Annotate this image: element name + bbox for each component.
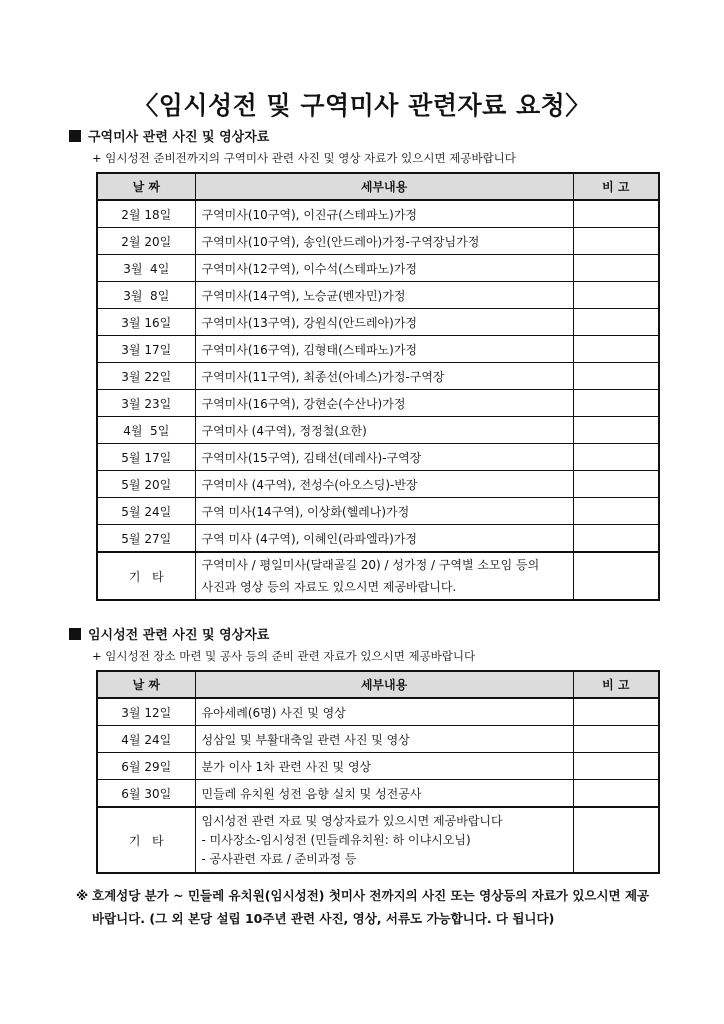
table-row <box>97 363 659 390</box>
detail-cell: 구역미사(13구역), 강원식(안드레아)가정 <box>195 309 573 336</box>
black-square-icon <box>69 130 81 142</box>
misc-line: 구역미사 / 평일미사(달래골길 20) / 성가정 / 구역별 소모임 등의 <box>201 558 540 572</box>
section2-table <box>96 670 660 874</box>
remark-cell <box>573 525 659 553</box>
column-header-date: 날 짜 <box>97 671 195 698</box>
section1-table <box>96 172 660 601</box>
date-cell: 3월 12일 <box>97 698 195 726</box>
date-cell: 2월 20일 <box>97 228 195 255</box>
misc-line: 임시성전 관련 자료 및 영상자료가 있으시면 제공바랍니다 <box>201 813 503 828</box>
date-cell: 5월 17일 <box>97 444 195 471</box>
date-cell: 3월 16일 <box>97 309 195 336</box>
remark-cell <box>573 255 659 282</box>
date-cell: 2월 18일 <box>97 200 195 228</box>
detail-cell: 구역미사(14구역), 노승균(벤자민)가정 <box>195 282 573 309</box>
date-cell: 5월 24일 <box>97 498 195 525</box>
page-title: 〈임시성전 및 구역미사 관련자료 요청〉 <box>133 91 591 120</box>
date-cell: 6월 29일 <box>97 753 195 780</box>
detail-cell: 유아세례(6명) 사진 및 영상 <box>195 698 573 726</box>
remark-cell <box>573 417 659 444</box>
detail-cell: 분가 이사 1차 관련 사진 및 영상 <box>195 753 573 780</box>
remark-cell <box>573 228 659 255</box>
table-row <box>97 282 659 309</box>
detail-cell: 구역미사(16구역), 김형태(스테파노)가정 <box>195 336 573 363</box>
misc-remark-cell <box>573 552 659 600</box>
table-row <box>97 471 659 498</box>
detail-cell: 구역미사(12구역), 이수석(스테파노)가정 <box>195 255 573 282</box>
remark-cell <box>573 498 659 525</box>
footnote <box>76 884 666 930</box>
misc-label: 기 타 <box>97 807 195 873</box>
detail-cell: 구역미사(10구역), 이진규(스테파노)가정 <box>195 200 573 228</box>
detail-cell: 구역 미사 (4구역), 이혜인(라파엘라)가정 <box>195 525 573 553</box>
date-cell: 3월 23일 <box>97 390 195 417</box>
detail-cell: 구역미사(11구역), 최종선(아녜스)가정-구역장 <box>195 363 573 390</box>
detail-cell: 성삼일 및 부활대축일 관련 사진 및 영상 <box>195 726 573 753</box>
date-cell: 5월 20일 <box>97 471 195 498</box>
detail-cell: 구역미사(16구역), 강현순(수산나)가정 <box>195 390 573 417</box>
misc-line: - 공사관련 자료 / 준비과정 등 <box>201 851 357 866</box>
misc-detail <box>195 807 573 873</box>
remark-cell <box>573 780 659 808</box>
date-cell: 3월 4일 <box>97 255 195 282</box>
table-row <box>97 698 659 726</box>
column-header-remark: 비 고 <box>573 671 659 698</box>
section1-note: + 임시성전 준비전까지의 구역미사 관련 사진 및 영상 자료가 있으시면 제공바랍니다 <box>92 151 516 165</box>
remark-cell <box>573 698 659 726</box>
section2-heading-text: 임시성전 관련 사진 및 영상자료 <box>88 628 270 643</box>
table-row <box>97 525 659 553</box>
remark-cell <box>573 726 659 753</box>
remark-cell <box>573 471 659 498</box>
date-cell: 4월 5일 <box>97 417 195 444</box>
detail-cell: 구역미사(15구역), 김태선(데레사)-구역장 <box>195 444 573 471</box>
date-cell: 4월 24일 <box>97 726 195 753</box>
remark-cell <box>573 753 659 780</box>
column-header-date: 날 짜 <box>97 173 195 200</box>
table-row <box>97 753 659 780</box>
footnote-line: 호계성당 분가 ~ 민들레 유치원(임시성전) 첫미사 전까지의 사진 또는 영상등의 자료가 있으시면 제공 <box>92 888 650 903</box>
table-row <box>97 498 659 525</box>
table-row <box>97 726 659 753</box>
detail-cell: 구역미사 (4구역), 정정철(요한) <box>195 417 573 444</box>
column-header-detail: 세부내용 <box>195 173 573 200</box>
remark-cell <box>573 444 659 471</box>
detail-cell: 구역미사 (4구역), 전성수(아오스딩)-반장 <box>195 471 573 498</box>
remark-cell <box>573 282 659 309</box>
section2-heading <box>69 624 269 643</box>
misc-detail <box>195 552 573 600</box>
section1-heading-text: 구역미사 관련 사진 및 영상자료 <box>88 130 270 145</box>
table-row <box>97 336 659 363</box>
detail-cell: 구역미사(10구역), 송인(안드레아)가정-구역장님가정 <box>195 228 573 255</box>
section1-heading <box>69 126 269 145</box>
remark-cell <box>573 336 659 363</box>
misc-line: - 미사장소-임시성전 (민들레유치원: 하 이냐시오님) <box>201 832 471 847</box>
table-row <box>97 228 659 255</box>
date-cell: 3월 8일 <box>97 282 195 309</box>
table-row <box>97 444 659 471</box>
black-square-icon <box>69 628 81 640</box>
footnote-line: 바랍니다. (그 외 본당 설립 10주년 관련 사진, 영상, 서류도 가능합니다. 다 됩니다) <box>92 911 555 926</box>
misc-line: 사진과 영상 등의 자료도 있으시면 제공바랍니다. <box>201 580 457 594</box>
date-cell: 3월 17일 <box>97 336 195 363</box>
remark-cell <box>573 390 659 417</box>
remark-cell <box>573 363 659 390</box>
date-cell: 6월 30일 <box>97 780 195 808</box>
date-cell: 5월 27일 <box>97 525 195 553</box>
reference-mark: ※ <box>76 888 89 903</box>
table-row <box>97 417 659 444</box>
date-cell: 3월 22일 <box>97 363 195 390</box>
detail-cell: 민들레 유치원 성전 음향 실치 및 성전공사 <box>195 780 573 808</box>
misc-label: 기 타 <box>97 552 195 600</box>
remark-cell <box>573 200 659 228</box>
table-row <box>97 200 659 228</box>
section2-note: + 임시성전 장소 마련 및 공사 등의 준비 관련 자료가 있으시면 제공바랍니다 <box>92 649 476 663</box>
column-header-detail: 세부내용 <box>195 671 573 698</box>
column-header-remark: 비 고 <box>573 173 659 200</box>
table-row <box>97 309 659 336</box>
table-row <box>97 780 659 808</box>
misc-remark-cell <box>573 807 659 873</box>
table-row <box>97 390 659 417</box>
remark-cell <box>573 309 659 336</box>
table-row <box>97 255 659 282</box>
detail-cell: 구역 미사(14구역), 이상화(헬레나)가정 <box>195 498 573 525</box>
